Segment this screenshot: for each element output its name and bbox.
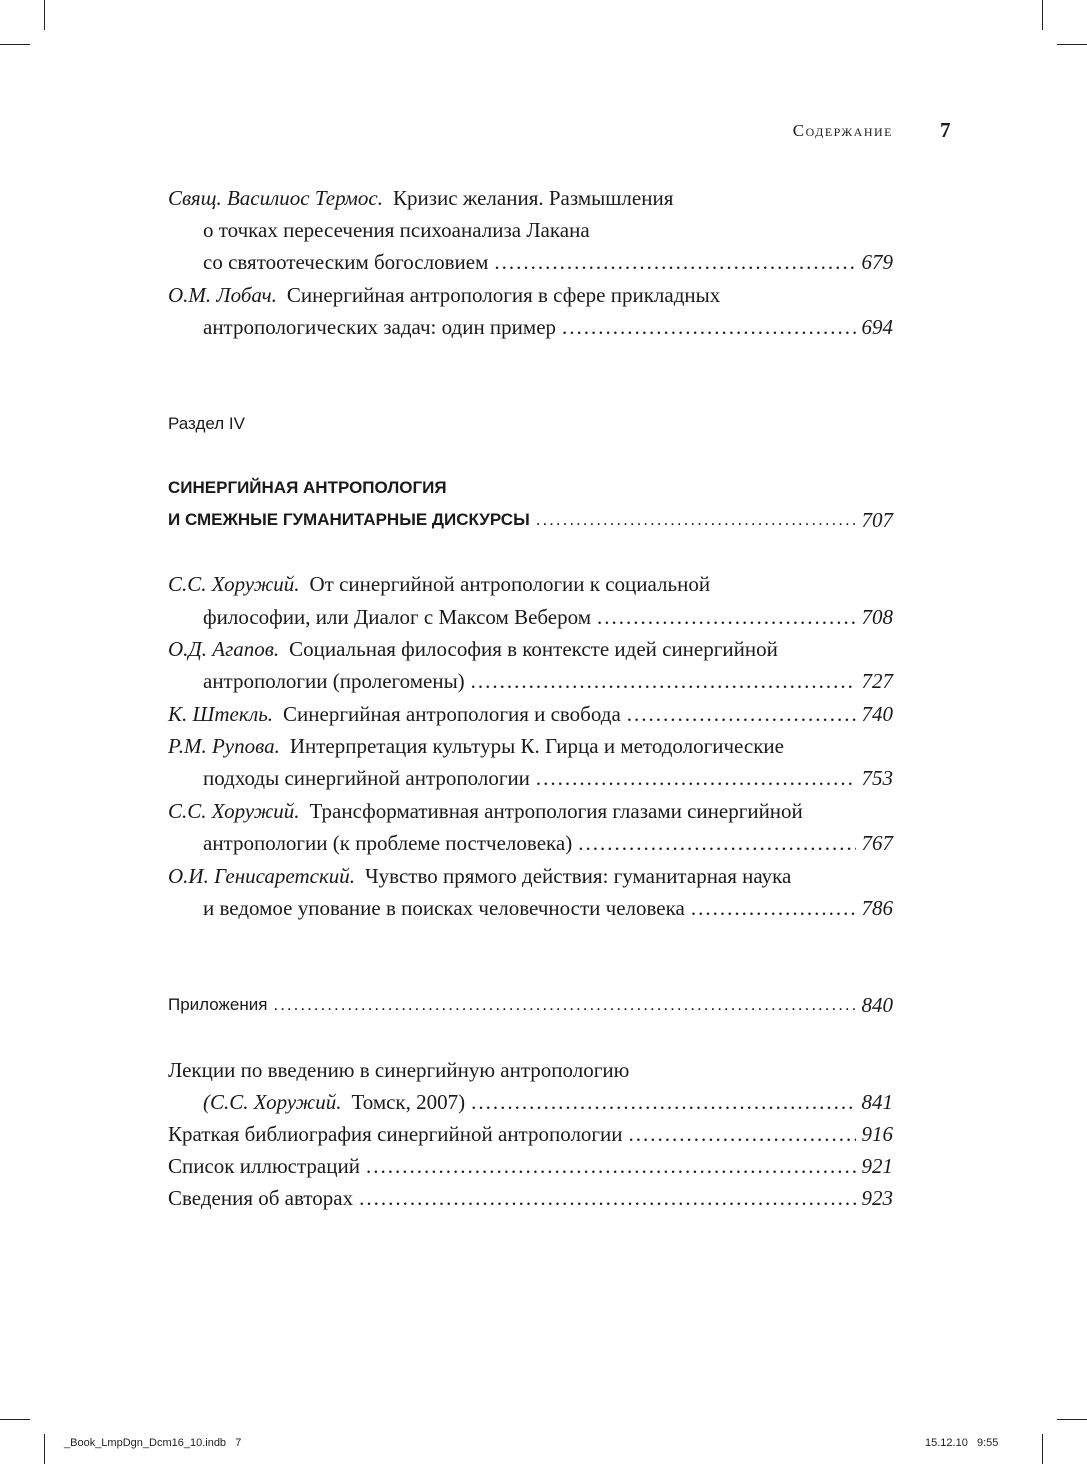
title: Трансформативная антропология глазами синергийной: [309, 799, 803, 823]
page-ref: 786: [861, 896, 893, 920]
title: Сведения об авторах: [168, 1186, 354, 1210]
title: Синергийная антропология в сфере прикладных: [286, 283, 721, 307]
title: Социальная философия в контексте идей синергийной: [289, 637, 778, 661]
toc-line[interactable]: [203, 248, 893, 276]
title: философии, или Диалог с Максом Вебером: [203, 605, 592, 629]
toc-line[interactable]: [203, 1088, 893, 1116]
author: С.С. Хоружий.: [168, 572, 300, 596]
author: О.Д. Агапов.: [168, 637, 280, 661]
running-header: Содержание: [792, 121, 893, 140]
title: Краткая библиография синергийной антропологии: [168, 1122, 623, 1146]
title: Синергийная антропология и свобода: [283, 702, 621, 726]
page-ref: 679: [861, 250, 893, 274]
author: (С.С. Хоружий.: [203, 1090, 342, 1114]
toc-line[interactable]: [203, 764, 893, 792]
toc-line[interactable]: [203, 313, 893, 341]
page-ref: 740: [861, 702, 893, 726]
leader-dots: [627, 700, 856, 728]
page-ref: 707: [861, 508, 893, 532]
title: со святоотеческим богословием: [203, 250, 489, 274]
toc-entry[interactable]: [168, 862, 893, 890]
section-title-text: И СМЕЖНЫЕ ГУМАНИТАРНЫЕ ДИСКУРСЫ: [168, 510, 530, 529]
toc-line: [203, 216, 893, 244]
toc-entry[interactable]: [168, 797, 893, 825]
leader-dots: [366, 1152, 856, 1180]
title: Томск, 2007): [351, 1090, 466, 1114]
title: Чувство прямого действия: гуманитарная наука: [365, 864, 792, 888]
toc-line[interactable]: [203, 894, 893, 922]
toc-entry[interactable]: [168, 184, 893, 212]
section-label: [168, 410, 893, 438]
page-ref: 694: [861, 315, 893, 339]
author: О.М. Лобач.: [168, 283, 277, 307]
page-ref: 767: [861, 831, 893, 855]
page-number: 7: [940, 118, 951, 142]
crop-mark: [1042, 1434, 1043, 1464]
leader-dots: [536, 506, 856, 534]
toc-entry[interactable]: [168, 1152, 893, 1180]
section-title: [168, 474, 893, 502]
crop-mark: [1057, 1419, 1087, 1420]
leader-dots: [471, 1088, 855, 1116]
leader-dots: [629, 1120, 856, 1148]
page-ref: 840: [861, 993, 893, 1017]
section-label-text: Раздел IV: [168, 414, 245, 433]
title: Список иллюстраций: [168, 1154, 360, 1178]
title: антропологии (к проблеме постчеловека): [203, 831, 573, 855]
page-ref: 923: [861, 1186, 893, 1210]
toc-entry[interactable]: [168, 700, 893, 728]
section-title-text: СИНЕРГИЙНАЯ АНТРОПОЛОГИЯ: [168, 478, 447, 497]
slug-filename: _Book_LmpDgn_Dcm16_10.indb 7: [64, 1437, 242, 1449]
title: о точках пересечения психоанализа Лакана: [203, 218, 590, 242]
crop-mark: [1042, 0, 1043, 30]
crop-mark: [0, 1419, 30, 1420]
toc-entry[interactable]: [168, 635, 893, 663]
crop-mark: [44, 0, 45, 30]
title: подходы синергийной антропологии: [203, 766, 530, 790]
toc-entry[interactable]: [168, 732, 893, 760]
title: и ведомое упование в поисках человечности человека: [203, 896, 685, 920]
toc-line[interactable]: [203, 603, 893, 631]
appendix-heading[interactable]: [168, 991, 893, 1019]
title: Кризис желания. Размышления: [393, 186, 674, 210]
page-ref: 708: [861, 605, 893, 629]
crop-mark: [44, 1434, 45, 1464]
author: Свящ. Василиос Термос.: [168, 186, 384, 210]
leader-dots: [359, 1184, 855, 1212]
leader-dots: [494, 248, 855, 276]
toc-entry[interactable]: [168, 1120, 893, 1148]
page-ref: 921: [861, 1154, 893, 1178]
section-title[interactable]: [168, 506, 893, 534]
title: антропологических задач: один пример: [203, 315, 557, 339]
leader-dots: [597, 603, 855, 631]
author: К. Штекль.: [168, 702, 274, 726]
leader-dots: [691, 894, 856, 922]
slug-date: 15.12.10 9:55: [925, 1437, 999, 1449]
crop-mark: [1057, 44, 1087, 45]
leader-dots: [562, 313, 855, 341]
appendix-label: Приложения: [168, 995, 268, 1014]
page-ref: 916: [861, 1122, 893, 1146]
leader-dots: [578, 829, 855, 857]
leader-dots: [273, 991, 855, 1019]
author: С.С. Хоружий.: [168, 799, 300, 823]
toc-line[interactable]: [203, 667, 893, 695]
toc-entry[interactable]: [168, 570, 893, 598]
page-ref: 753: [861, 766, 893, 790]
title: От синергийной антропологии к социальной: [309, 572, 711, 596]
leader-dots: [536, 764, 856, 792]
page-ref: 727: [861, 669, 893, 693]
toc-line[interactable]: [203, 829, 893, 857]
crop-mark: [0, 44, 30, 45]
leader-dots: [471, 667, 856, 695]
author: Р.М. Рупова.: [168, 734, 280, 758]
title: Лекции по введению в синергийную антропологию: [168, 1058, 630, 1082]
title: Интерпретация культуры К. Гирца и методологические: [289, 734, 784, 758]
toc-entry[interactable]: [168, 281, 893, 309]
author: О.И. Генисаретский.: [168, 864, 356, 888]
toc-entry[interactable]: [168, 1056, 893, 1084]
title: антропологии (пролегомены): [203, 669, 465, 693]
toc-entry[interactable]: [168, 1184, 893, 1212]
page-ref: 841: [861, 1090, 893, 1114]
